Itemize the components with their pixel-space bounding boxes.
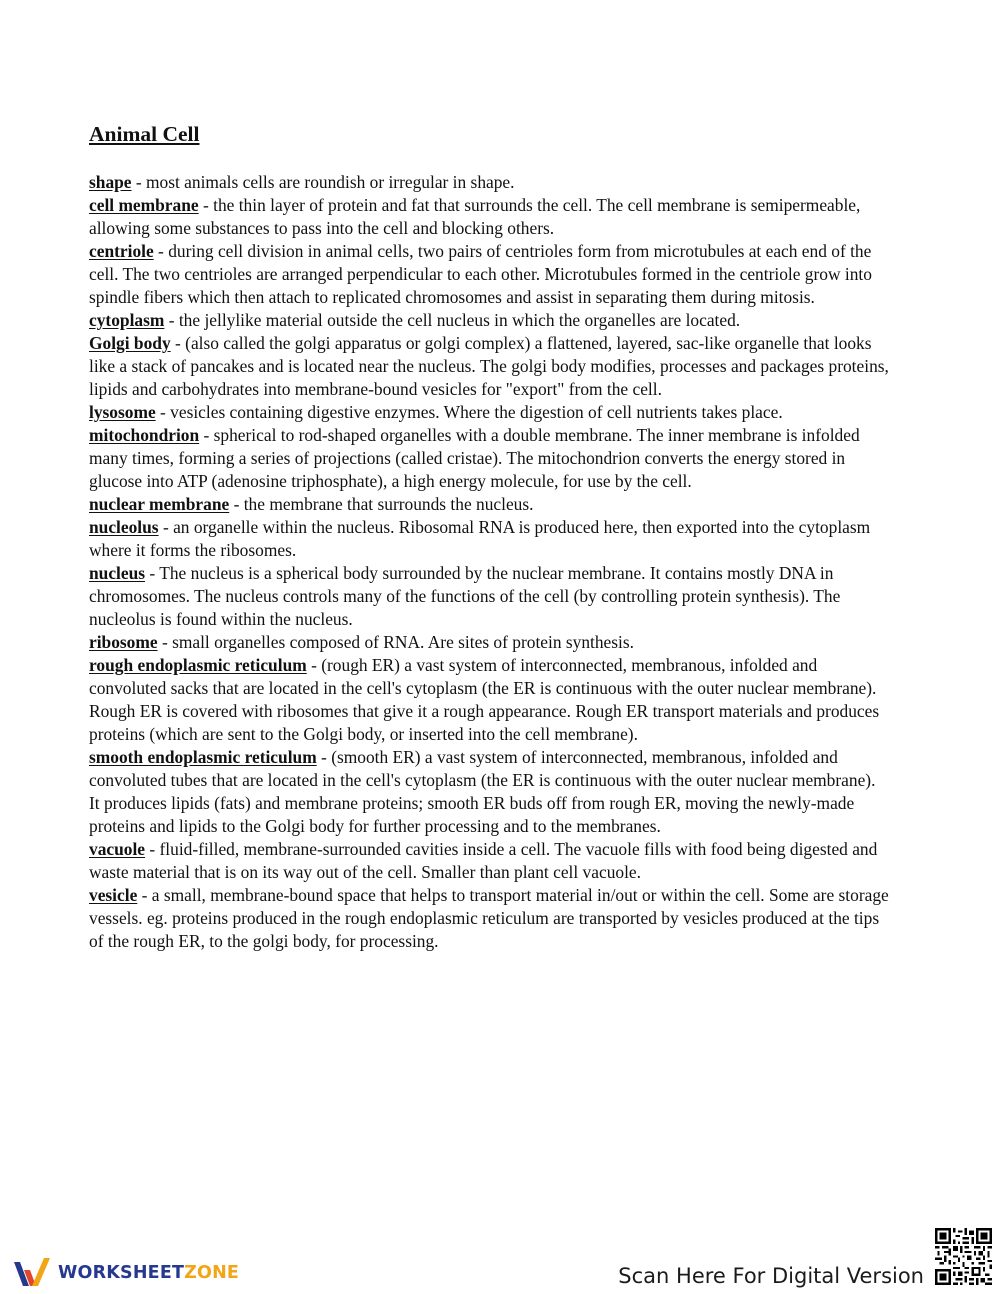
glossary-entry <box>89 884 889 953</box>
glossary-definition: - (also called the golgi apparatus or golgi complex) a flattened, layered, sac-like organelle that looks like a stack of pancakes and is located near the nucleus. The golgi body modifies, processes and packages proteins, lipids and carbohydrates into membrane-bound vesicles for "export" from the cell. <box>89 333 889 399</box>
glossary-term: cell membrane <box>89 195 199 215</box>
glossary-definition: - the thin layer of protein and fat that surrounds the cell. The cell membrane is semipermeable, allowing some substances to pass into the cell and blocking others. <box>89 195 861 238</box>
glossary-entry <box>89 401 889 424</box>
glossary-entry <box>89 654 889 746</box>
glossary-term: centriole <box>89 241 154 261</box>
glossary-definition: - spherical to rod-shaped organelles with a double membrane. The inner membrane is infolded many times, forming a series of projections (called cristae). The mitochondrion converts the energy stored in glucose into ATP (adenosine triphosphate), a high energy molecule, for use by the cell. <box>89 425 860 491</box>
glossary-term: shape <box>89 172 132 192</box>
glossary-definition: - (smooth ER) a vast system of interconnected, membranous, infolded and convoluted tubes that are located in the cell's cytoplasm (the ER is continuous with the outer nuclear membrane). It produces lipids (fats) and membrane proteins; smooth ER buds off from rough ER, moving the newly-made proteins and lipids to the Golgi body for further processing and to the membranes. <box>89 747 876 836</box>
glossary-entry <box>89 838 889 884</box>
brand-name-part-1: WORKSHEET <box>58 1263 185 1283</box>
glossary-definition: - fluid-filled, membrane-surrounded cavities inside a cell. The vacuole fills with food being digested and waste material that is on its way out of the cell. Smaller than plant cell vacuole. <box>89 839 878 882</box>
scan-for-digital-label: Scan Here For Digital Version <box>618 1264 924 1288</box>
glossary-definition: - the jellylike material outside the cell nucleus in which the organelles are located. <box>164 310 741 330</box>
glossary-term: Golgi body <box>89 333 171 353</box>
glossary-entry <box>89 562 889 631</box>
glossary-list <box>89 171 889 953</box>
glossary-entry <box>89 309 889 332</box>
qr-code-icon[interactable] <box>935 1228 992 1285</box>
glossary-definition: - vesicles containing digestive enzymes. Where the digestion of cell nutrients takes place. <box>155 402 783 422</box>
glossary-term: nucleolus <box>89 517 159 537</box>
glossary-definition: - most animals cells are roundish or irregular in shape. <box>131 172 515 192</box>
glossary-term: ribosome <box>89 632 158 652</box>
glossary-definition: - a small, membrane-bound space that helps to transport material in/out or within the cell. Some are storage vessels. eg. proteins produced in the rough endoplasmic reticulum are transported by vesicles produced at the tips of the rough ER, to the golgi body, for processing. <box>89 885 889 951</box>
glossary-entry <box>89 194 889 240</box>
glossary-definition: - the membrane that surrounds the nucleus. <box>229 494 534 514</box>
glossary-definition: - (rough ER) a vast system of interconnected, membranous, infolded and convoluted sacks that are located in the cell's cytoplasm (the ER is continuous with the outer nuclear membrane). Rough ER is covered with ribosomes that give it a rough appearance. Rough ER transport materials and produces proteins (which are sent to the Golgi body, or inserted into the cell membrane). <box>89 655 880 744</box>
brand-name <box>58 1263 239 1283</box>
glossary-definition: - during cell division in animal cells, two pairs of centrioles form from microtubules at each end of the cell. The two centrioles are arranged perpendicular to each other. Microtubules formed in the centriole grow into spindle fibers which then attach to replicated chromosomes and assist in separating them during mitosis. <box>89 241 872 307</box>
brand-name-part-2: ZONE <box>184 1263 240 1283</box>
glossary-entry <box>89 240 889 309</box>
glossary-definition: - The nucleus is a spherical body surrounded by the nuclear membrane. It contains mostly DNA in chromosomes. The nucleus controls many of the functions of the cell (by controlling protein synthesis). The nucleolus is found within the nucleus. <box>89 563 841 629</box>
glossary-term: nuclear membrane <box>89 494 230 514</box>
glossary-term: lysosome <box>89 402 156 422</box>
glossary-term: mitochondrion <box>89 425 200 445</box>
glossary-term: rough endoplasmic reticulum <box>89 655 307 675</box>
glossary-entry <box>89 631 889 654</box>
page-title: Animal Cell <box>89 122 200 146</box>
worksheetzone-logo-icon <box>12 1256 52 1290</box>
glossary-entry <box>89 171 889 194</box>
glossary-entry <box>89 332 889 401</box>
glossary-term: vesicle <box>89 885 138 905</box>
glossary-definition: - an organelle within the nucleus. Ribosomal RNA is produced here, then exported into the cytoplasm where it forms the ribosomes. <box>89 517 871 560</box>
glossary-entry <box>89 746 889 838</box>
glossary-term: nucleus <box>89 563 146 583</box>
glossary-definition: - small organelles composed of RNA. Are sites of protein synthesis. <box>157 632 634 652</box>
worksheetzone-logo[interactable] <box>12 1256 239 1290</box>
glossary-entry <box>89 424 889 493</box>
glossary-term: smooth endoplasmic reticulum <box>89 747 317 767</box>
glossary-term: vacuole <box>89 839 146 859</box>
glossary-term: cytoplasm <box>89 310 165 330</box>
glossary-entry <box>89 516 889 562</box>
glossary-entry <box>89 493 889 516</box>
